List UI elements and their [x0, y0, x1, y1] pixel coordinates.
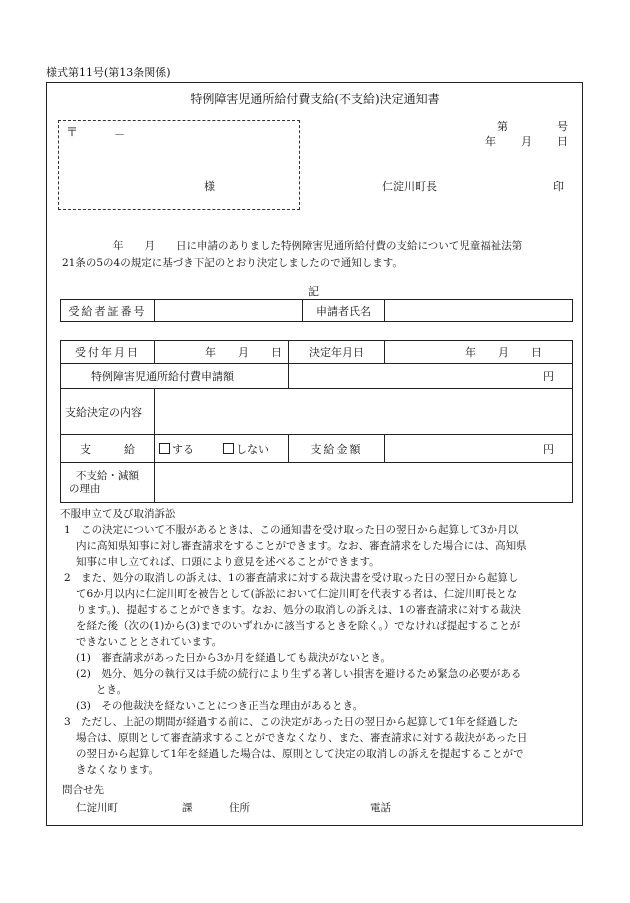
reason-label-line-2: の理由: [69, 482, 101, 495]
option-no-label: しない: [236, 442, 269, 456]
decision-date-label: 決定年月日: [289, 341, 385, 364]
contact-phone: 電話: [370, 802, 391, 814]
appeal-heading: 不服申立て及び取消訴訟: [60, 508, 176, 520]
option-no-checkbox[interactable]: [223, 443, 234, 454]
reason-label: [61, 463, 155, 503]
form-number: 様式第11号(第13条関係): [46, 66, 171, 79]
appeal-p2-l3: ります。)、提起することができます。なお、処分の取消しの訴えは、1の審査請求に対する裁決: [76, 604, 521, 616]
payment-options: [155, 435, 289, 463]
intro-line-1: 年 月 日に申請のありました特例障害児通所給付費の支給について児童福祉法第: [113, 240, 523, 252]
applicant-name-field[interactable]: [385, 300, 573, 322]
postal-dash: －: [114, 128, 125, 141]
appeal-p1-l1: 1 この決定について不服があるときは、この通知書を受け取った日の翌日から起算して3か月以: [64, 524, 519, 536]
contact-heading: 問合せ先: [62, 784, 104, 796]
address-box: [58, 120, 300, 210]
decision-table: [60, 340, 573, 503]
contact-address: 住所: [229, 802, 250, 814]
postal-mark: 〒: [66, 125, 79, 139]
seal-mark: 印: [553, 180, 564, 193]
appeal-p2-l1: 2 また、処分の取消しの訴えは、1の審査請求に対する裁決書を受け取った日の翌日から起算し: [64, 572, 519, 584]
reason-field[interactable]: [155, 463, 573, 503]
appeal-p3-l4: きなくなります。: [76, 764, 160, 776]
appeal-p2-l4: を経た後（次の(1)から(3)までのいずれかに該当するときを除く。）でなければ提起することが: [76, 620, 521, 632]
number-go: 号: [557, 120, 568, 133]
contact-section: 課: [182, 802, 193, 814]
intro-line-2: 21条の5の4の規定に基づき下記のとおり決定しましたので通知します。: [62, 257, 403, 269]
option-yes-checkbox[interactable]: [159, 443, 170, 454]
applicant-name-label: 申請者氏名: [303, 300, 385, 322]
payment-label: 支 給: [61, 435, 155, 463]
applied-amount-yen[interactable]: 円: [289, 364, 573, 389]
appeal-sub1: (1) 審査請求があった日から3か月を経過しても裁決がないとき。: [76, 652, 392, 664]
payment-amount-label: 支給金額: [289, 435, 385, 463]
decision-content-field[interactable]: [155, 389, 573, 435]
date-year: 年: [485, 135, 496, 148]
honorific: 様: [204, 180, 215, 193]
recipient-table: [60, 299, 573, 322]
issuer-name: 仁淀川町長: [382, 180, 437, 193]
date-day: 日: [557, 135, 568, 148]
document-title: 特例障害児通所給付費支給(不支給)決定通知書: [190, 92, 440, 106]
recipient-cert-cells[interactable]: [155, 300, 303, 322]
date-month: 月: [521, 135, 532, 148]
appeal-sub2-l1: (2) 処分、処分の執行又は手続の続行により生ずる著しい損害を避けるため緊急の必要がある: [76, 668, 522, 680]
appeal-sub3: (3) その他裁決を経ないことにつき正当な理由があるとき。: [76, 700, 364, 712]
appeal-p3-l2: 場合は、原則として審査請求することができなくなり、また、審査請求に対する裁決があった日: [76, 732, 528, 744]
recipient-cert-label: 受給者証番号: [61, 300, 155, 322]
received-date-label: 受付年月日: [61, 341, 155, 364]
number-dai: 第: [497, 120, 508, 133]
payment-amount-yen[interactable]: 円: [385, 435, 573, 463]
reason-label-line-1: 不支給・減額: [76, 469, 139, 482]
received-date-value[interactable]: 年 月 日: [155, 341, 289, 364]
decision-date-value[interactable]: 年 月 日: [385, 341, 573, 364]
ki-heading: 記: [308, 285, 319, 298]
applied-amount-label: 特例障害児通所給付費申請額: [61, 364, 289, 389]
contact-town: 仁淀川町: [76, 802, 118, 814]
appeal-p1-l2: 内に高知県知事に対し審査請求をすることができます。なお、審査請求をした場合には、高知県: [76, 540, 527, 552]
appeal-p1-l3: 知事に申し立てれば、口頭により意見を述べることができます。: [76, 556, 380, 568]
option-yes-label: する: [172, 442, 194, 456]
appeal-p3-l1: 3 ただし、上記の期間が経過する前に、この決定があった日の翌日から起算して1年を経過した: [64, 716, 519, 728]
appeal-p2-l2: て6か月以内に仁淀川町を被告として(訴訟において仁淀川町を代表する者は、仁淀川町長とな: [76, 588, 518, 600]
appeal-p2-l5: できないこととされています。: [76, 636, 223, 648]
decision-content-label: 支給決定の内容: [61, 389, 155, 435]
appeal-p3-l3: の翌日から起算して1年を経過した場合は、原則として決定の取消しの訴えを提起することがで: [76, 748, 524, 760]
appeal-sub2-l2: とき。: [96, 684, 128, 696]
